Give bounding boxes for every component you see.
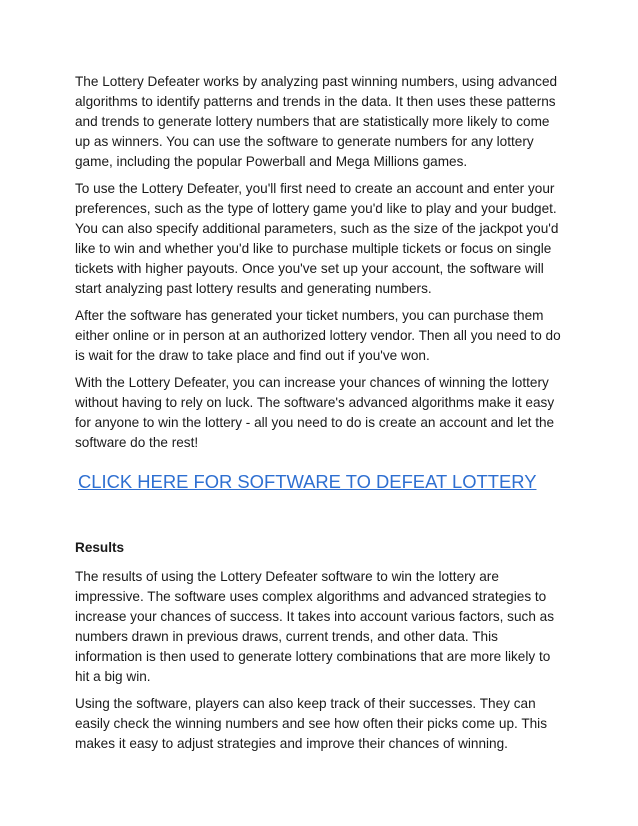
paragraph-how-to-use: To use the Lottery Defeater, you'll first need to create an account and enter your preferences, such as the type of lottery game you'd like to play and your budget. You can also specify additional parameters, such as the size of the jackpot you'd like to win and whether you'd like to purchase multiple tickets or focus on single tickets with higher payouts. Once you've set up your account, the software will start analyzing past lottery results and generating numbers. <box>75 181 559 296</box>
document-body <box>75 72 567 761</box>
paragraph-purchase-tickets: After the software has generated your ticket numbers, you can purchase them either online or in person at an authorized lottery vendor. Then all you need to do is wait for the draw to take place and find out if you've won. <box>75 308 561 363</box>
paragraph-results: The results of using the Lottery Defeater software to win the lottery are impressive. The software uses complex algorithms and advanced strategies to increase your chances of success. It takes into account various factors, such as numbers drawn in previous draws, current trends, and other data. This information is then used to generate lottery combinations that are more likely to hit a big win. <box>75 569 555 684</box>
paragraph-track-successes: Using the software, players can also keep track of their successes. They can easily check the winning numbers and see how often their picks come up. This makes it easy to adjust strategies and improve their chances of winning. <box>75 696 548 751</box>
cta-link-container <box>78 470 567 494</box>
cta-software-link[interactable]: CLICK HERE FOR SOFTWARE TO DEFEAT LOTTERY <box>78 471 537 492</box>
results-heading: Results <box>75 540 125 555</box>
paragraph-how-it-works: The Lottery Defeater works by analyzing past winning numbers, using advanced algorithms to identify patterns and trends in the data. It then uses these patterns and trends to generate lottery numbers that are statistically more likely to come up as winners. You can use the software to generate numbers for any lottery game, including the popular Powerball and Mega Millions games. <box>75 74 558 169</box>
paragraph-increase-chances: With the Lottery Defeater, you can increase your chances of winning the lottery without having to rely on luck. The software's advanced algorithms make it easy for anyone to win the lottery - all you need to do is create an account and let the software do the rest! <box>75 375 555 450</box>
